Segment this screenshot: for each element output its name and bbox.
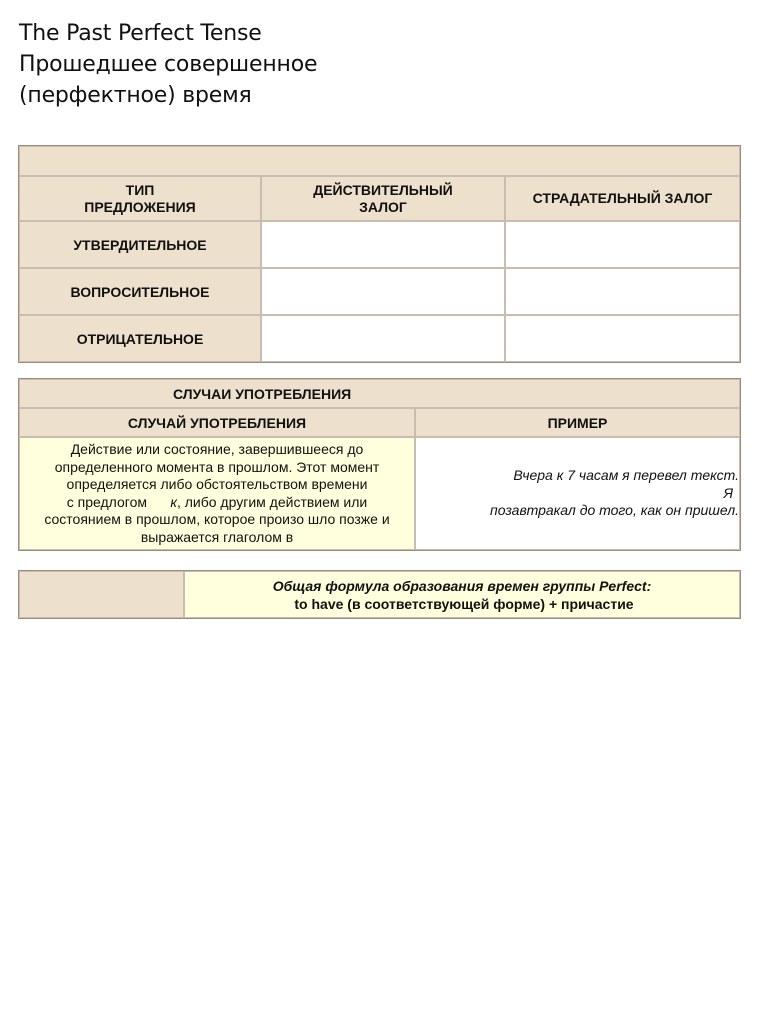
header-sentence-type [19,176,261,221]
usage-description-line: состоянием в прошлом, которое произо шло позже и [44,511,390,527]
header-sentence-type-label: ТИП ПРЕДЛОЖЕНИЯ [84,181,196,215]
header-passive-voice [505,176,740,221]
header-example: ПРИМЕР [415,408,740,437]
header-usage-case: СЛУЧАЙ УПОТРЕБЛЕНИЯ [19,408,415,437]
usage-table-caption-label: СЛУЧАИ УПОТРЕБЛЕНИЯ [173,385,352,402]
row-type-negative: ОТРИЦАТЕЛЬНОЕ [19,315,261,362]
formula-expression: to have (в соответствующей форме) + причастие [294,595,634,612]
row-type-affirmative: УТВЕРДИТЕЛЬНОЕ [19,221,261,268]
header-active-voice-label: ДЕЙСТВИТЕЛЬНЫЙ ЗАЛОГ [313,181,453,215]
sentence-types-table [18,145,741,363]
usage-example [415,437,740,550]
table-row [19,315,740,362]
table-row [19,437,740,550]
usage-cases-table [18,378,741,551]
usage-description-line: определенного момента в прошлом. Этот момент [54,458,380,475]
formula-heading: Общая формула образования времен группы Perfect: [272,577,652,594]
row-type-interrogative: ВОПРОСИТЕЛЬНОЕ [19,268,261,315]
usage-example-line: позавтракал до того, как он пришел. [489,502,740,519]
title-line-russian-1: Прошедшее совершенное [19,52,318,77]
formula-left-cell [19,571,184,618]
cell-passive-interrogative [505,268,740,315]
usage-description-line: определяется либо обстоятельством времени [66,476,368,492]
cell-active-interrogative [261,268,505,315]
formula-cell [184,571,740,618]
usage-description-line: с предлогом к, либо другим действием или [66,493,368,510]
usage-example-line: Вчера к 7 часам я перевел текст. [513,467,740,484]
cell-passive-affirmative [505,221,740,268]
formula-table [18,570,741,619]
cell-active-affirmative [261,221,505,268]
header-passive-voice-label: СТРАДАТЕЛЬНЫЙ ЗАЛОГ [532,190,713,206]
cell-passive-negative [505,315,740,362]
cell-active-negative [261,315,505,362]
types-table-caption [19,146,740,176]
title-line-english: The Past Perfect Tense [19,21,262,46]
title-line-russian-2: (перфектное) время [19,83,252,108]
usage-description-line: Действие или состояние, завершившееся до [70,441,364,457]
usage-description [19,437,415,550]
page-title [19,18,317,111]
table-row [19,268,740,315]
table-row [19,221,740,268]
usage-description-line: выражается глаголом в [140,528,294,545]
header-active-voice [261,176,505,221]
usage-table-caption [19,379,740,408]
usage-example-line: Я [723,484,734,501]
table-row [19,571,740,618]
